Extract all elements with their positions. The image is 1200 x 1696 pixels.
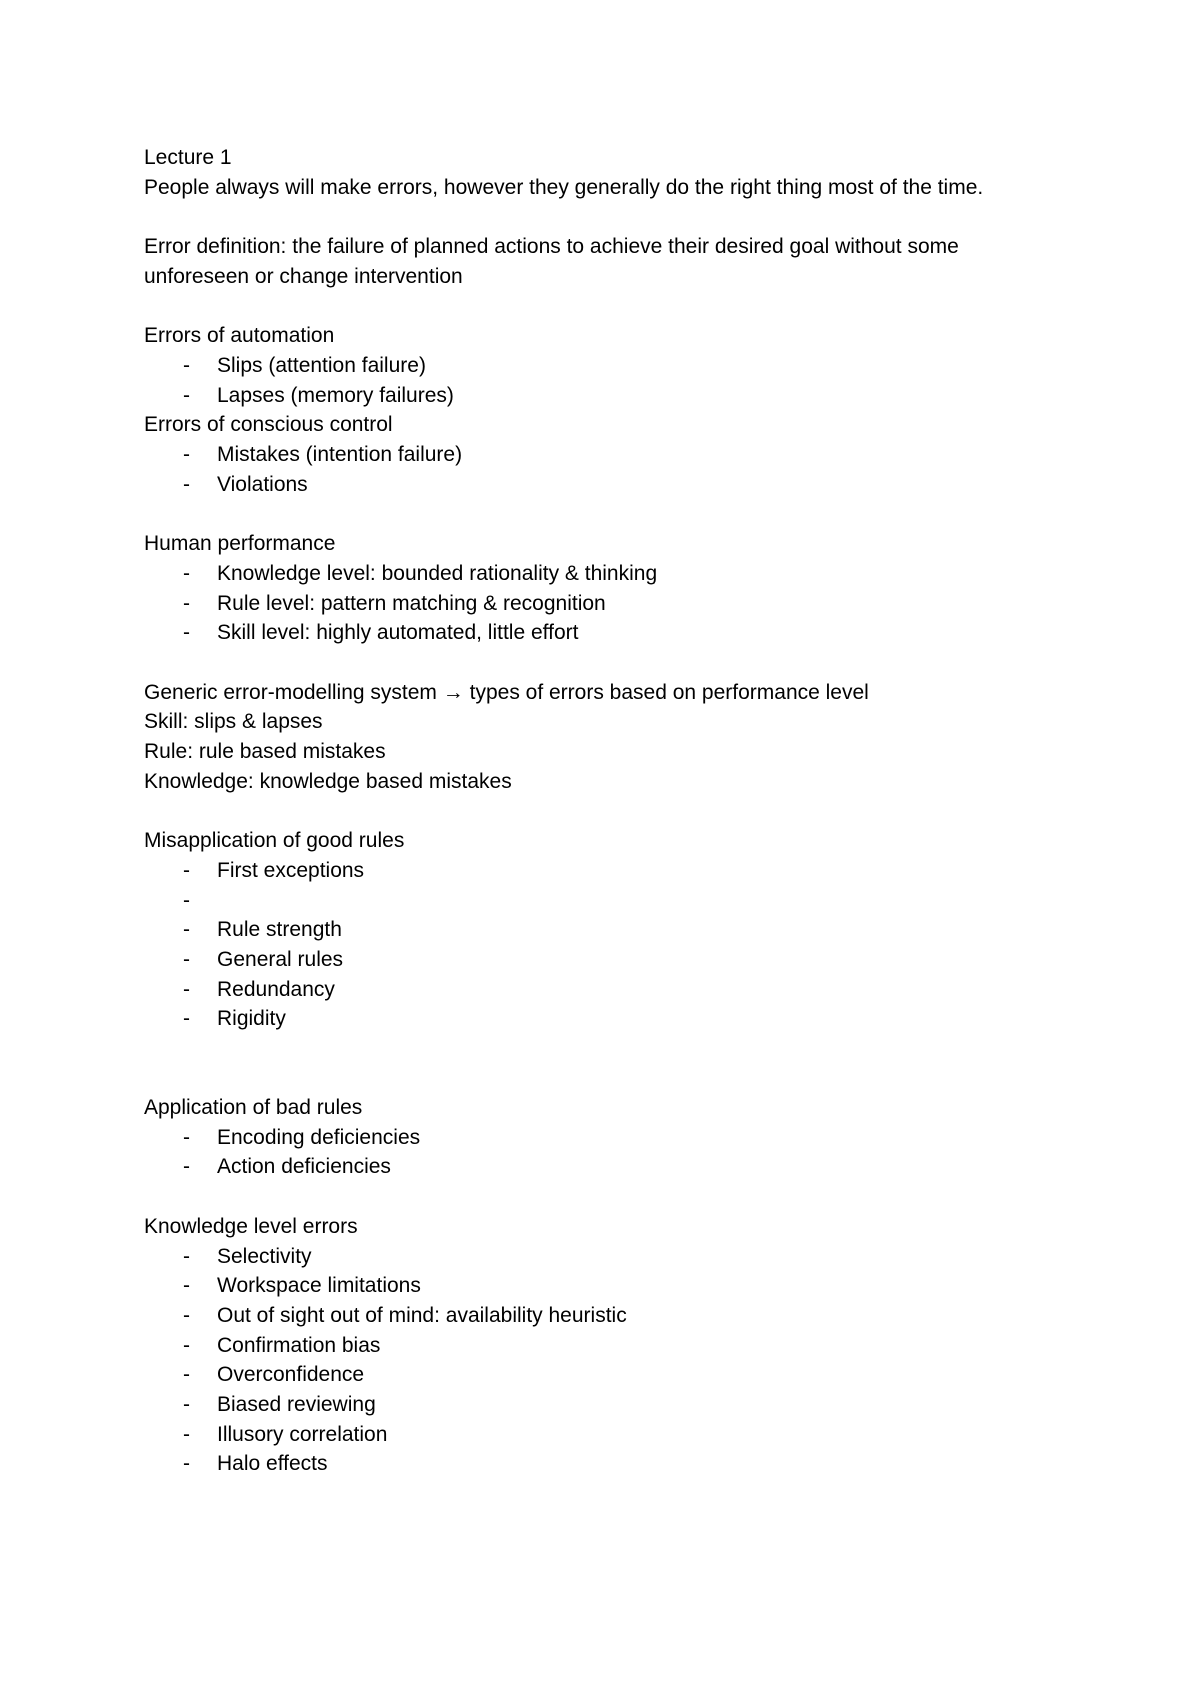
section-heading-knowledge-errors: Knowledge level errors	[144, 1214, 358, 1238]
dash-bullet: -	[183, 443, 190, 466]
spacer	[144, 292, 1064, 322]
list-item	[144, 1152, 1064, 1182]
dash-bullet: -	[183, 472, 190, 496]
dash-bullet: -	[183, 918, 190, 942]
dash-bullet: -	[183, 1333, 190, 1357]
document-page	[144, 143, 1064, 1479]
list-item	[144, 856, 1064, 886]
list-item-text: Biased reviewing	[217, 1393, 376, 1417]
definition-text-line-1: Error definition: the failure of planned actions to achieve their desired goal without some	[144, 235, 959, 259]
list-item	[144, 559, 1064, 589]
bad-rules-list	[144, 1123, 1064, 1182]
list-item	[144, 1242, 1064, 1272]
list-item	[144, 351, 1064, 381]
list-item-text: First exceptions	[217, 858, 365, 882]
list-item	[144, 618, 1064, 648]
list-item	[144, 589, 1064, 619]
dash-bullet: -	[183, 1244, 190, 1268]
dash-bullet: -	[183, 1363, 190, 1387]
gems-heading-left: Generic error-modelling system	[144, 680, 437, 704]
spacer	[144, 796, 1064, 826]
list-item-text: General rules	[217, 947, 344, 971]
intro-text: People always will make errors, however they generally do the right thing most of the time.	[144, 175, 984, 199]
gems-skill-line: Skill: slips & lapses	[144, 710, 323, 734]
list-item	[144, 1420, 1064, 1450]
spacer	[144, 1034, 1064, 1093]
dash-bullet: -	[183, 977, 190, 1001]
dash-bullet: -	[183, 1393, 190, 1417]
gems-rule-line: Rule: rule based mistakes	[144, 740, 386, 763]
automation-list	[144, 351, 1064, 410]
list-item-text: Rule strength	[217, 918, 342, 942]
list-item-text: Skill level: highly automated, little effort	[217, 621, 579, 645]
section-heading-automation: Errors of automation	[144, 324, 335, 348]
list-item-text: Violations	[217, 472, 308, 496]
misapplication-list	[144, 856, 1064, 1034]
section-heading-gems	[144, 678, 1064, 708]
list-item-text: Rigidity	[217, 1007, 286, 1031]
dash-bullet: -	[183, 1303, 190, 1327]
list-item-text: Confirmation bias	[217, 1333, 381, 1357]
list-item	[144, 915, 1064, 945]
list-item	[144, 1301, 1064, 1331]
conscious-list	[144, 440, 1064, 499]
dash-bullet: -	[183, 858, 190, 882]
dash-bullet: -	[183, 1007, 190, 1031]
gems-knowledge-line: Knowledge: knowledge based mistakes	[144, 769, 512, 793]
list-item-text: Workspace limitations	[217, 1274, 421, 1298]
dash-bullet: -	[183, 888, 190, 912]
dash-bullet: -	[183, 621, 190, 645]
dash-bullet: -	[183, 1422, 190, 1446]
dash-bullet: -	[183, 353, 190, 377]
list-item	[144, 381, 1064, 411]
gems-heading-right: types of errors based on performance level	[469, 680, 869, 704]
dash-bullet: -	[183, 1452, 190, 1476]
list-item-text: Overconfidence	[217, 1363, 365, 1387]
dash-bullet: -	[183, 1155, 190, 1179]
section-heading-misapplication: Misapplication of good rules	[144, 829, 405, 853]
page-title: Lecture 1	[144, 146, 232, 169]
list-item-text: Out of sight out of mind: availability heuristic	[217, 1303, 627, 1327]
list-item	[144, 1390, 1064, 1420]
list-item-text: Knowledge level: bounded rationality & thinking	[217, 561, 658, 585]
dash-bullet: -	[183, 383, 190, 407]
list-item	[144, 945, 1064, 975]
dash-bullet: -	[183, 591, 190, 615]
spacer	[144, 202, 1064, 232]
list-item-text: Rule level: pattern matching & recognition	[217, 591, 606, 615]
list-item-text: Encoding deficiencies	[217, 1125, 421, 1149]
list-item	[144, 1123, 1064, 1153]
list-item	[144, 975, 1064, 1005]
dash-bullet: -	[183, 1274, 190, 1298]
performance-list	[144, 559, 1064, 648]
list-item-text: Slips (attention failure)	[217, 353, 426, 377]
section-heading-performance: Human performance	[144, 532, 336, 556]
dash-bullet: -	[183, 947, 190, 971]
list-item-text: Mistakes (intention failure)	[217, 443, 463, 466]
spacer	[144, 648, 1064, 678]
definition-text-line-2: unforeseen or change intervention	[144, 264, 463, 288]
spacer	[144, 1182, 1064, 1212]
section-heading-bad-rules: Application of bad rules	[144, 1096, 363, 1119]
knowledge-errors-list	[144, 1242, 1064, 1480]
list-item-text: Halo effects	[217, 1452, 328, 1476]
list-item	[144, 1271, 1064, 1301]
dash-bullet: -	[183, 1125, 190, 1149]
section-heading-conscious: Errors of conscious control	[144, 413, 393, 437]
right-arrow-icon: →	[442, 680, 464, 704]
list-item	[144, 1004, 1064, 1034]
list-item	[144, 1449, 1064, 1479]
list-item	[144, 440, 1064, 470]
list-item-text: Illusory correlation	[217, 1422, 388, 1446]
list-item-text: Redundancy	[217, 977, 335, 1001]
dash-bullet: -	[183, 561, 190, 585]
list-item	[144, 1360, 1064, 1390]
list-item-text: Action deficiencies	[217, 1155, 391, 1179]
list-item	[144, 886, 1064, 916]
spacer	[144, 499, 1064, 529]
list-item	[144, 470, 1064, 500]
list-item	[144, 1331, 1064, 1361]
list-item-text: Lapses (memory failures)	[217, 383, 454, 407]
list-item-text: Selectivity	[217, 1244, 312, 1268]
